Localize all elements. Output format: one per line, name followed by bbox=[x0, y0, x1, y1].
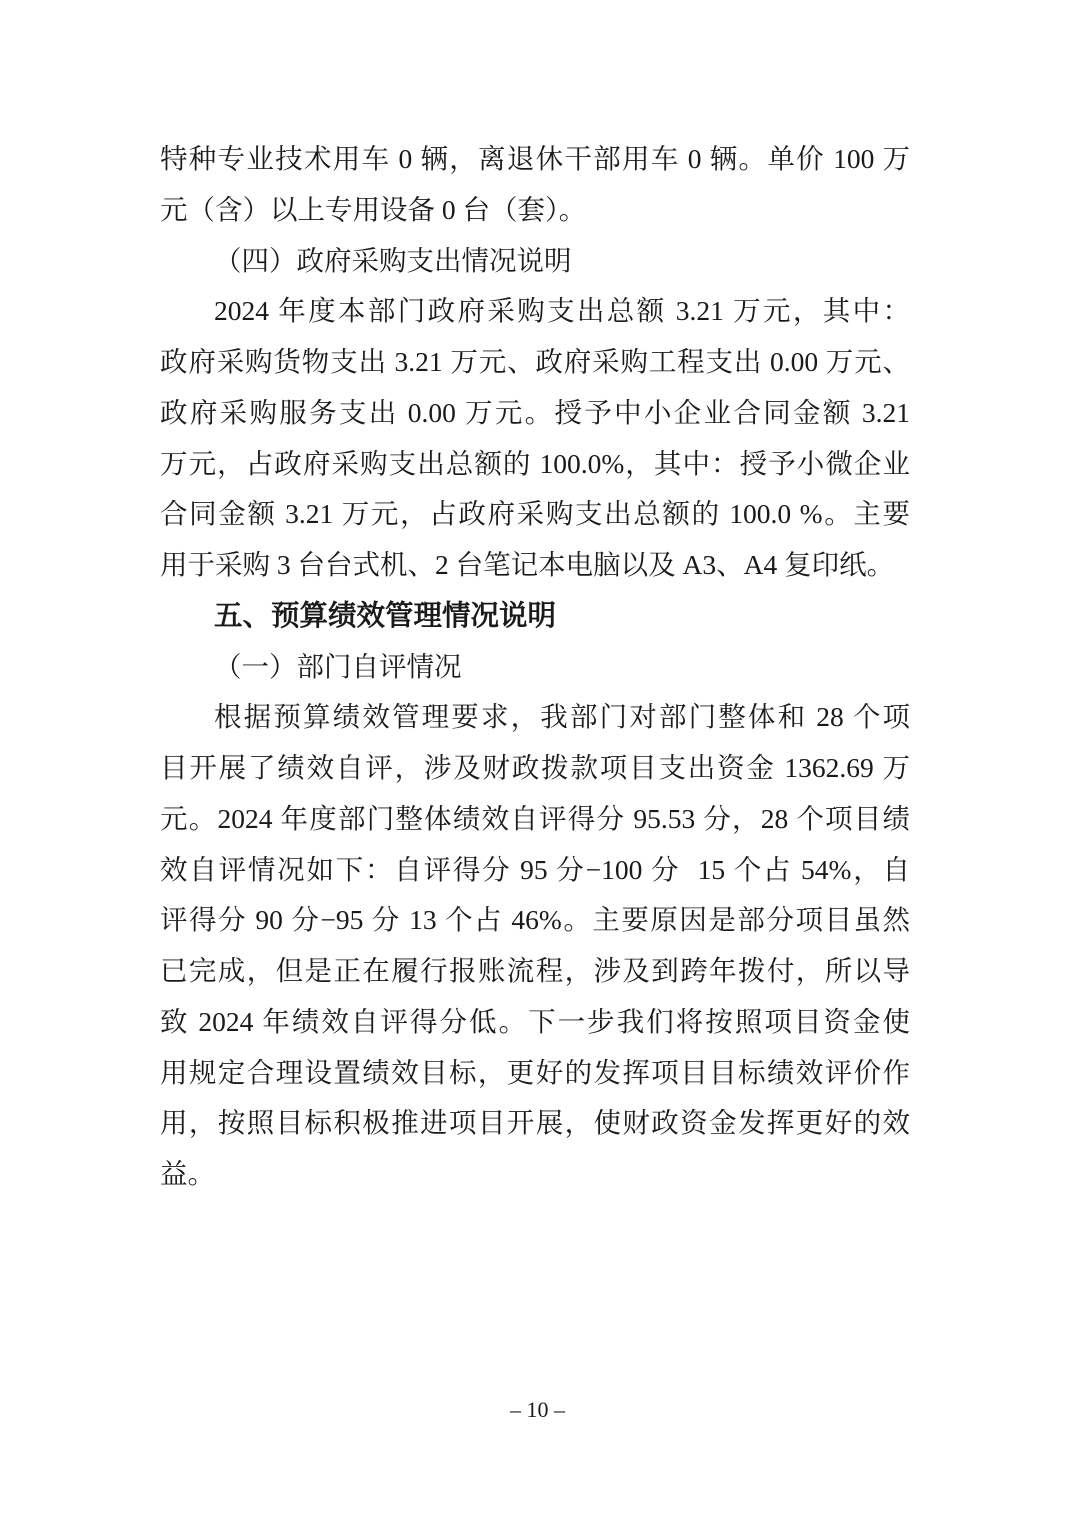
text-line-15: 效自评情况如下：自评得分 95 分−100 分 15 个占 54%，自 bbox=[160, 853, 910, 885]
text-line-19: 用规定合理设置绩效目标，更好的发挥项目目标绩效评价作 bbox=[160, 1056, 910, 1088]
text-line-11: （一）部门自评情况 bbox=[214, 650, 462, 682]
text-line-12: 根据预算绩效管理要求，我部门对部门整体和 28 个项 bbox=[214, 701, 910, 733]
page-number: – 10 – bbox=[510, 1397, 565, 1422]
text-line-3: （四）政府采购支出情况说明 bbox=[214, 244, 572, 276]
text-line-5: 政府采购货物支出 3.21 万元、政府采购工程支出 0.00 万元、 bbox=[160, 346, 910, 377]
text-line-20: 用，按照目标积极推进项目开展，使财政资金发挥更好的效 bbox=[160, 1107, 910, 1139]
text-line-21: 益。 bbox=[160, 1158, 215, 1189]
document-body bbox=[160, 134, 910, 1200]
text-line-9: 用于采购 3 台台式机、2 台笔记本电脑以及 A3、A4 复印纸。 bbox=[160, 549, 895, 580]
text-line-4: 2024 年度本部门政府采购支出总额 3.21 万元，其中： bbox=[214, 295, 910, 327]
text-line-14: 元。2024 年度部门整体绩效自评得分 95.53 分，28 个项目绩 bbox=[160, 802, 910, 834]
text-line-1: 特种专业技术用车 0 辆，离退休干部用车 0 辆。单价 100 万 bbox=[160, 143, 910, 174]
text-line-17: 已完成，但是正在履行报账流程，涉及到跨年拨付，所以导 bbox=[160, 955, 910, 986]
text-line-13: 目开展了绩效自评，涉及财政拨款项目支出资金 1362.69 万 bbox=[160, 752, 910, 783]
page-footer bbox=[0, 1396, 1075, 1424]
text-line-6: 政府采购服务支出 0.00 万元。授予中小企业合同金额 3.21 bbox=[160, 396, 910, 428]
text-line-10: 五、预算绩效管理情况说明 bbox=[214, 599, 557, 632]
text-line-8: 合同金额 3.21 万元，占政府采购支出总额的 100.0 %。主要 bbox=[160, 498, 910, 530]
text-line-2: 元（含）以上专用设备 0 台（套）。 bbox=[160, 193, 587, 225]
text-line-18: 致 2024 年绩效自评得分低。下一步我们将按照项目资金使 bbox=[160, 1005, 910, 1037]
text-line-16: 评得分 90 分−95 分 13 个占 46%。主要原因是部分项目虽然 bbox=[160, 904, 910, 936]
text-line-7: 万元，占政府采购支出总额的 100.0%，其中：授予小微企业 bbox=[160, 447, 910, 479]
